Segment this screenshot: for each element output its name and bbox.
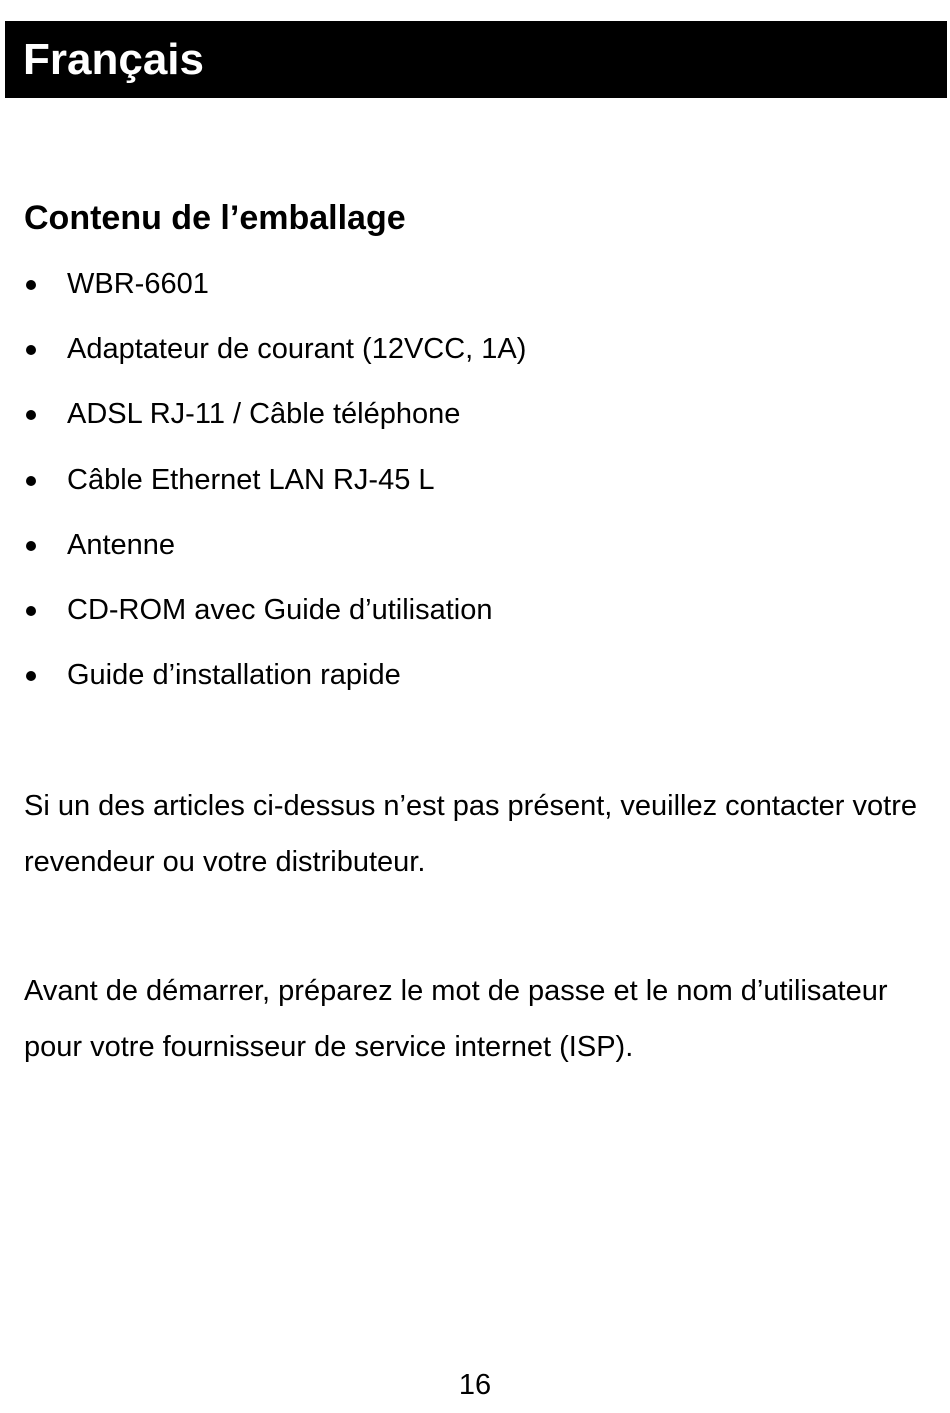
list-item-text: WBR-6601 <box>67 268 209 300</box>
list-item-text: ADSL RJ-11 / Câble téléphone <box>67 398 461 431</box>
bullet-icon <box>26 476 36 486</box>
bullet-icon <box>26 345 36 355</box>
list-item-text: Guide d’installation rapide <box>67 659 401 692</box>
bullet-icon <box>26 606 36 616</box>
bullet-icon <box>26 671 36 681</box>
page-number: 16 <box>458 1369 492 1401</box>
list-item-text: Adaptateur de courant (12VCC, 1A) <box>67 333 527 366</box>
list-item-text: CD-ROM avec Guide d’utilisation <box>67 593 493 626</box>
language-title: Français <box>23 35 204 84</box>
bullet-icon <box>26 410 36 420</box>
before-start-paragraph: Avant de démarrer, préparez le mot de passe et le nom d’utilisateur pour votre fournisseur de service internet (ISP). <box>24 975 888 1063</box>
list-item-text: Câble Ethernet LAN RJ-45 L <box>67 463 435 496</box>
missing-items-paragraph: Si un des articles ci-dessus n’est pas présent, veuillez contacter votre revendeur ou votre distributeur. <box>24 790 917 878</box>
language-header-bar <box>5 21 947 98</box>
section-title: Contenu de l’emballage <box>24 199 406 237</box>
list-item-text: Antenne <box>67 528 176 561</box>
bullet-icon <box>26 280 36 290</box>
bullet-icon <box>26 541 36 551</box>
